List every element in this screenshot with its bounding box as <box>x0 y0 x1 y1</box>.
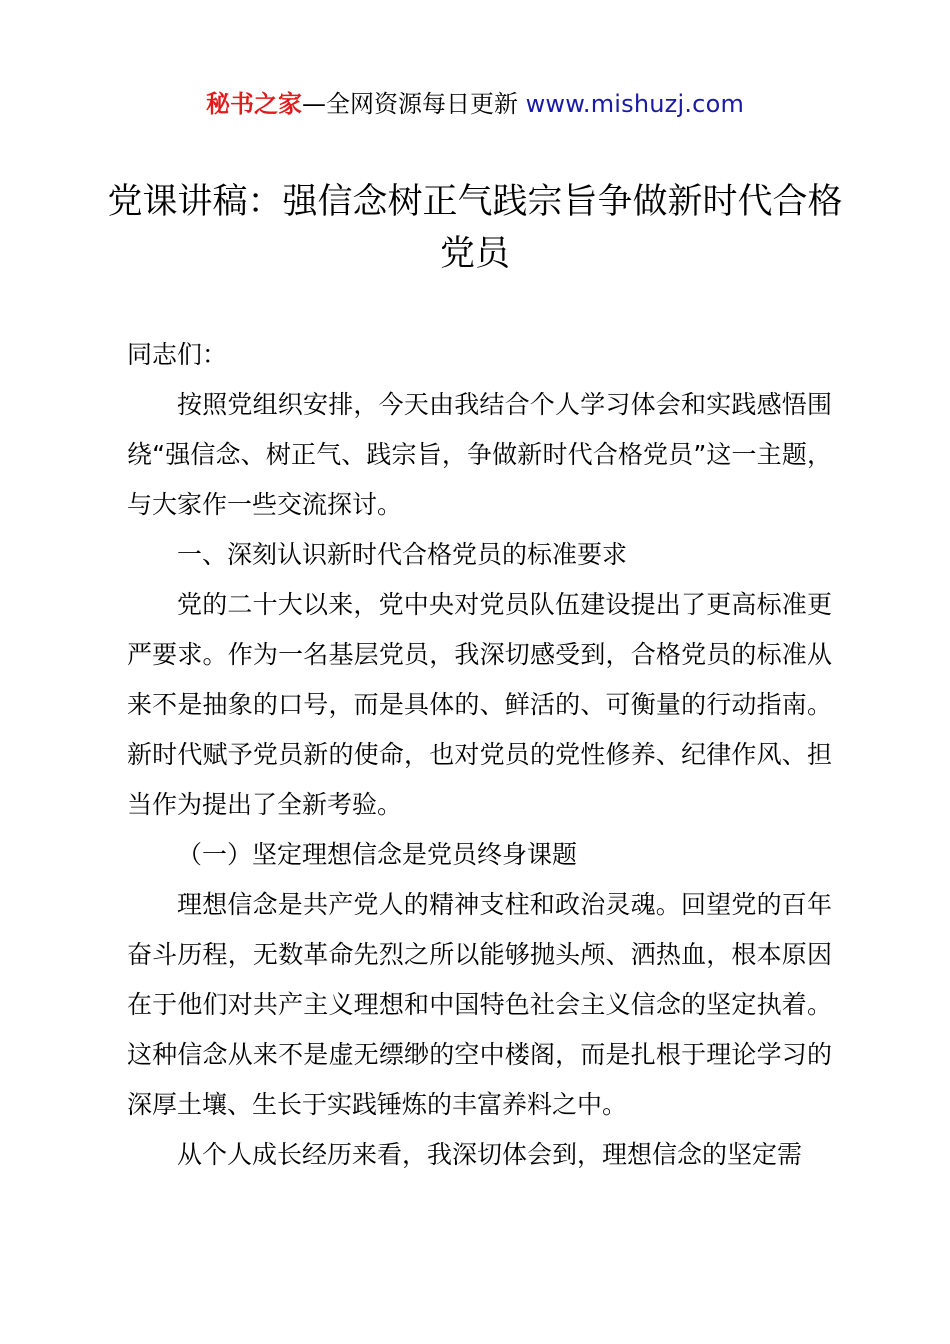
intro-paragraph: 按照党组织安排，今天由我结合个人学习体会和实践感悟围绕“强信念、树正气、践宗旨，争做新时代合格党员”这一主题，与大家作一些交流探讨。 <box>127 390 832 519</box>
subsection-heading: （一）坚定理想信念是党员终身课题 <box>177 840 578 869</box>
section-heading: 一、深刻认识新时代合格党员的标准要求 <box>177 540 628 569</box>
site-url-link[interactable]: www.mishuzj.com <box>525 90 745 118</box>
salutation: 同志们： <box>127 340 228 369</box>
header-tagline: —全网资源每日更新 <box>301 90 526 118</box>
body-paragraph: 从个人成长经历来看，我深切体会到，理想信念的坚定需 <box>177 1140 803 1169</box>
body-paragraph: 理想信念是共产党人的精神支柱和政治灵魂。回望党的百年奋斗历程，无数革命先烈之所以能够抛头颅、洒热血，根本原因在于他们对共产主义理想和中国特色社会主义信念的坚定执着。这种信念从来不是虚无缥缈的空中楼阁，而是扎根于理论学习的深厚土壤、生长于实践锤炼的丰富养料之中。 <box>127 890 832 1119</box>
page-header <box>0 84 950 124</box>
body-paragraph: 党的二十大以来，党中央对党员队伍建设提出了更高标准更严要求。作为一名基层党员，我深切感受到，合格党员的标准从来不是抽象的口号，而是具体的、鲜活的、可衡量的行动指南。新时代赋予党员新的使命，也对党员的党性修养、纪律作风、担当作为提出了全新考验。 <box>127 590 832 819</box>
document-body <box>127 330 832 1180</box>
brand-name: 秘书之家 <box>205 90 302 118</box>
document-title: 党课讲稿：强信念树正气践宗旨争做新时代合格党员 <box>107 182 843 274</box>
